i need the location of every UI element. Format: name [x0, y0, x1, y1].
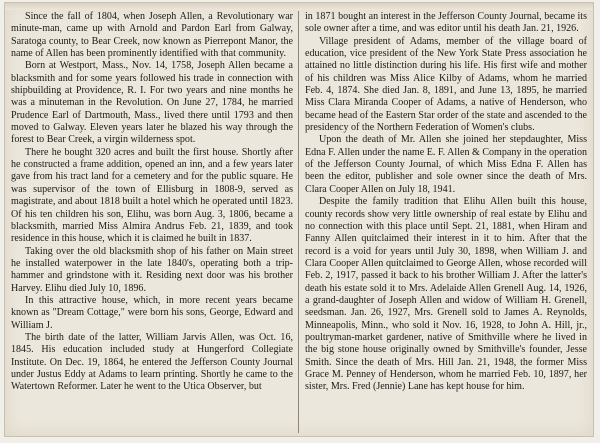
paragraph: In this attractive house, which, in more recent years became known as "Dream Cottage," were born his sons, George, Edward and William J.: [11, 294, 293, 331]
paragraph: Upon the death of Mr. Allen she joined her stepdaughter, Miss Edna F. Allen under the name E. F. Allen & Company in the operation of the Jefferson County Journal, of which Miss Edna F. Allen has been the editor, publisher and sole owner since the death of Mrs. Clara Cooper Allen on July 18, 1941.: [305, 134, 587, 195]
right-text-column: [305, 11, 587, 433]
left-text-column: [11, 11, 293, 433]
paragraph: Taking over the old blacksmith shop of his father on Main street he installed waterpower in the late 1840's, operating both a trip-hammer and grindstone with it. Residing next door was his brother Harvey. Elihu died July 10, 1896.: [11, 245, 293, 294]
paragraph: Since the fall of 1804, when Joseph Allen, a Revolutionary war minute-man, came up with Arnold and Pardon Earl from Galway, Saratoga county, to Bear Creek, now known as Pierrepont Manor, the name of Allen has been prominently identified with that community.: [11, 11, 293, 60]
paragraph: Despite the family tradition that Elihu Allen built this house, county records show very little ownership of real estate by Elihu and no connection with this place until Sept. 21, 1881, when Hiram and Fanny Allen quitclaimed their interest in it to him. After that the record is a void for years until July 30, 1898, when William J. and Clara Cooper Allen quitclaimed to George Allen, whose recorded will Feb. 2, 1917, passed it back to his brother William J. After the latter's death his estate sold it to Mrs. Adelaide Allen Grenell Aug. 14, 1926, a grand-daughter of Joseph Allen and widow of William H. Grenell, seedsman. Jan. 26, 1927, Mrs. Grenell sold to James A. Reynolds, Minneapolis, Minn., who sold it Nov. 16, 1928, to John A. Hill, jr., poultryman-market gardener, native of Smithville where he lived in the big stone house originally owned by Smithville's founder, Jesse Smith. Since the death of Mrs. Hill Jan. 21, 1948, the former Miss Grace M. Penney of Henderson, whom he married Feb. 10, 1897, her sister, Mrs. Fred (Jennie) Lane has kept house for him.: [305, 196, 587, 393]
paragraph: Village president of Adams, member of the village board of education, vice president of the New York State Press association he attained no little distinction during his life. His first wife and mother of his children was Miss Alice Kilby of Adams, whom he married Feb. 4, 1874. She died Jan. 8, 1891, and June 13, 1895, he married Miss Clara Miranda Cooper of Adams, a native of Henderson, who became head of the Eastern Star order of the state and ascended to the presidency of the Northern Federation of Women's clubs.: [305, 35, 587, 134]
newspaper-clipping: [4, 2, 594, 437]
paragraph: in 1871 bought an interest in the Jefferson County Journal, became its sole owner after a time, and was editor until his death Jan. 21, 1926.: [305, 11, 587, 35]
column-divider: [298, 11, 299, 433]
torn-header-edge: [5, 3, 593, 10]
paragraph: The birth date of the latter, William Jarvis Allen, was Oct. 16, 1845. His education included study at Hungerford Collegiate Institute. On Dec. 19, 1864, he entered the Jefferson County Journal under Justus Eddy at Adams to learn printing. Shortly he came to the Watertown Reformer. Later he went to the Utica Observer, but: [11, 331, 293, 393]
paragraph: Born at Westport, Mass., Nov. 14, 1758, Joseph Allen became a blacksmith and for some years followed his trade in connection with shipbuilding at Providence, R. I. For two years and nine months he was a minuteman in the Revolution. On June 27, 1784, he married Prudence Earl of Dartmouth, Mass., lived there until 1793 and then moved to Galway. Eleven years later he blazed his way through the forest to Bear Creek, a virgin wilderness spot.: [11, 60, 293, 146]
paragraph: There he bought 320 acres and built the first house. Shortly after he constructed a frame addition, opened an inn, and a few years later gave from his tract land for a cemetery and for the public square. He was supervisor of the town of Ellisburg in 1808-9, served as magistrate, and about 1818 built a hotel which he operated until 1823. Of his ten children his son, Elihu, was born Aug. 3, 1806, became a blacksmith, married Miss Almira Andrus Feb. 21, 1839, and took residence in this house, which it is claimed he built in 1837.: [11, 146, 293, 245]
